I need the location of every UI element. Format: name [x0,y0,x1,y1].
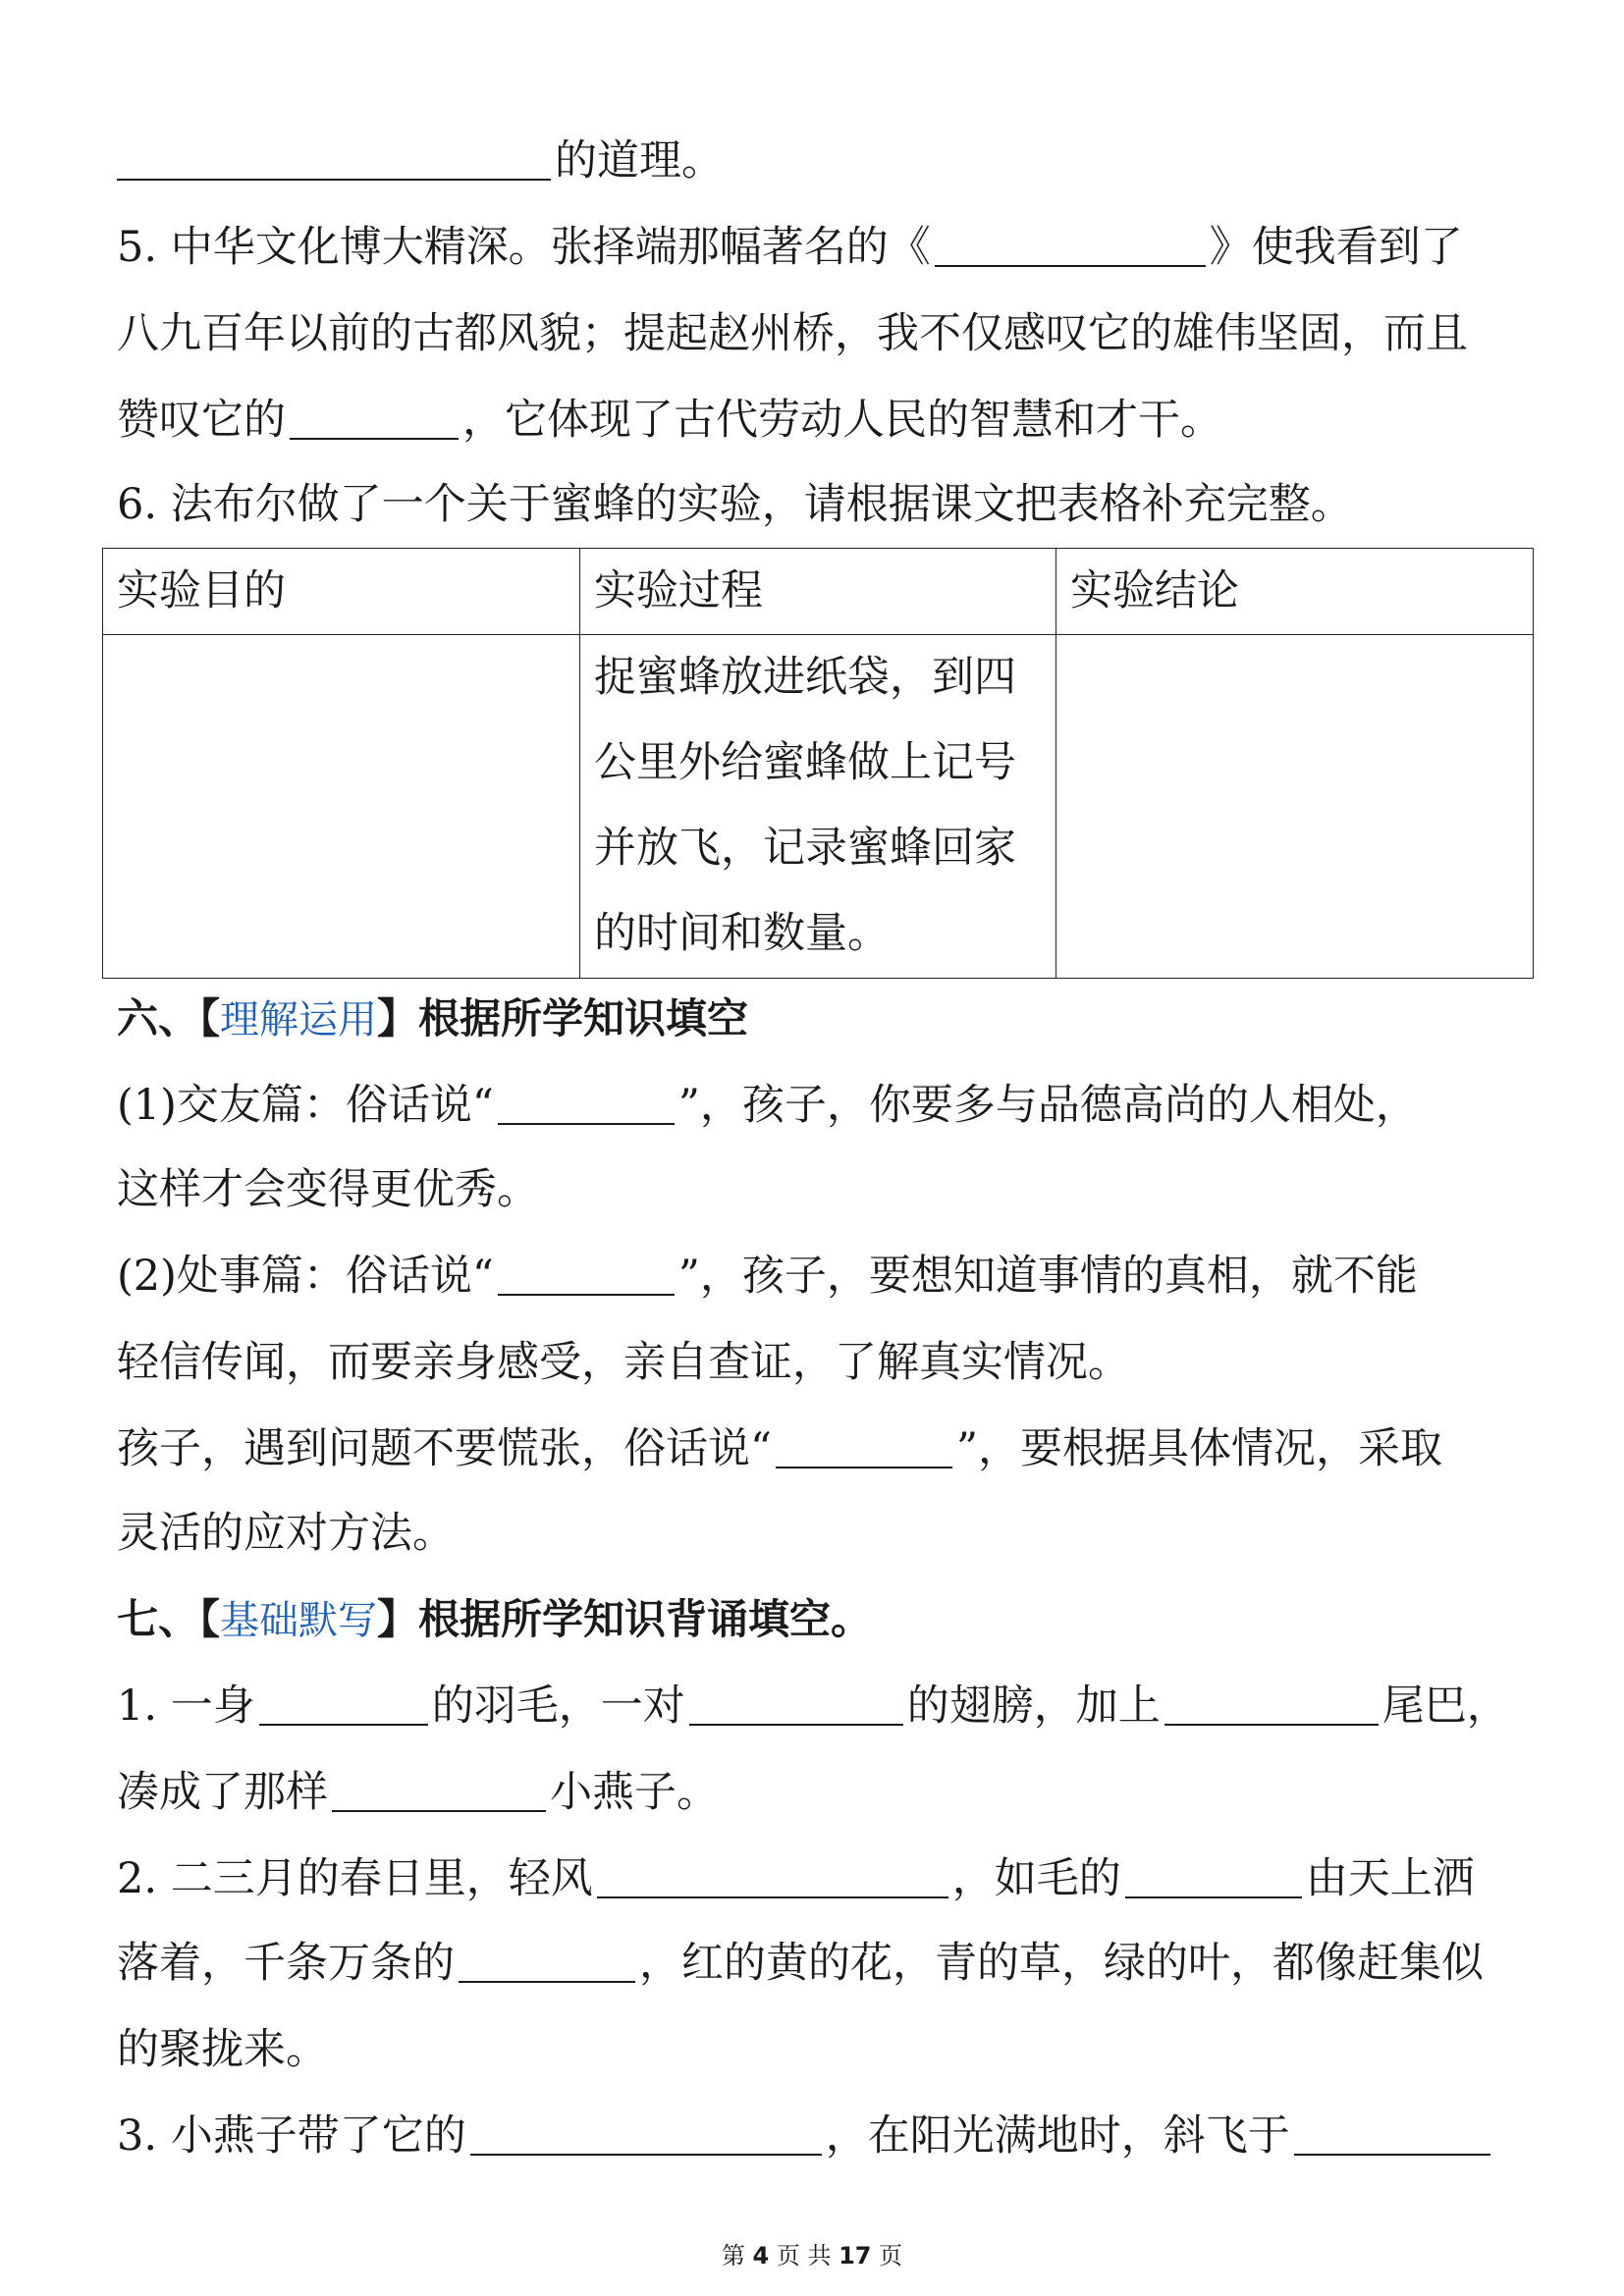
s7-q1-line-1: 1. 一身 的羽毛，一对 的翅膀，加上 尾巴， [117,1682,1509,1731]
s6-q3-line-2: 灵活的应对方法。 [117,1509,455,1558]
header-process: 实验过程 [580,549,1056,635]
blank-s7-q2-1[interactable] [597,1857,948,1898]
blank-s7-q1-2[interactable] [689,1684,903,1726]
section-6-heading: 六、【理解运用】根据所学知识填空 [117,994,749,1042]
page-footer: 第 4 页 共 17 页 [721,2242,903,2269]
blank-s7-q2-3[interactable] [459,1942,635,1983]
blank-s7-q3-1[interactable] [470,2114,822,2156]
cell-purpose[interactable] [103,635,580,979]
page-number: 4 [752,2242,770,2269]
blank-s7-q1-1[interactable] [259,1684,428,1726]
blank-s7-q2-2[interactable] [1125,1857,1302,1898]
s7-q2-line-1: 2. 二三月的春日里，轻风 ，如毛的 由天上洒 [117,1854,1475,1903]
cell-process: 捉蜜蜂放进纸袋，到四公里外给蜜蜂做上记号并放飞，记录蜜蜂回家的时间和数量。 [580,635,1056,979]
section-7-heading: 七、【基础默写】根据所学知识背诵填空。 [117,1595,873,1643]
header-purpose: 实验目的 [103,549,580,635]
s6-q2-line-1: (2)处事篇：俗话说“ ”，孩子，要想知道事情的真相，就不能 [117,1252,1418,1301]
blank-s6-q3[interactable] [776,1427,952,1468]
s7-q2-line-3: 的聚拢来。 [117,2025,328,2074]
s7-q3-line-1: 3. 小燕子带了它的 ，在阳光满地时，斜飞于 [117,2107,1494,2165]
cell-conclusion[interactable] [1056,635,1534,979]
question-5-line-1: 5. 中华文化博大精深。张择端那幅著名的《 》使我看到了 [117,223,1463,272]
blank-line[interactable] [117,139,551,181]
s7-q1-line-2: 凑成了那样 小燕子。 [117,1768,719,1817]
blank-bridge[interactable] [290,399,459,440]
question-5-line-3: 赞叹它的 ，它体现了古代劳动人民的智慧和才干。 [117,396,1222,445]
total-pages: 17 [839,2242,872,2269]
blank-s6-q1[interactable] [498,1084,675,1125]
line-1: 的道理。 [117,132,724,190]
s6-q1-line-1: (1)交友篇：俗话说“ ”，孩子，你要多与品德高尚的人相处， [117,1081,1418,1130]
blank-s7-q3-2[interactable] [1294,2114,1490,2156]
blank-s6-q2[interactable] [498,1255,675,1296]
s6-q3-line-1: 孩子，遇到问题不要慌张，俗话说“ ”，要根据具体情况，采取 [117,1424,1442,1473]
experiment-table [102,548,1534,979]
section-6-tag: 理解运用 [220,997,378,1042]
question-6: 6. 法布尔做了一个关于蜜蜂的实验，请根据课文把表格补充完整。 [117,480,1353,529]
s6-q1-line-2: 这样才会变得更优秀。 [117,1165,539,1214]
table-row [103,635,1534,979]
table-header-row [103,549,1534,635]
header-conclusion: 实验结论 [1056,549,1534,635]
blank-painting-name[interactable] [935,226,1206,267]
section-7-tag: 基础默写 [220,1598,378,1643]
s7-q2-line-2: 落着，千条万条的 ，红的黄的花，青的草，绿的叶，都像赶集似 [117,1939,1484,1988]
question-5-line-2: 八九百年以前的古都风貌；提起赵州桥，我不仅感叹它的雄伟坚固，而且 [117,309,1468,358]
blank-s7-q1-3[interactable] [1164,1684,1379,1726]
s6-q2-line-2: 轻信传闻，而要亲身感受，亲自查证，了解真实情况。 [117,1338,1130,1387]
blank-s7-q1-4[interactable] [332,1771,546,1812]
